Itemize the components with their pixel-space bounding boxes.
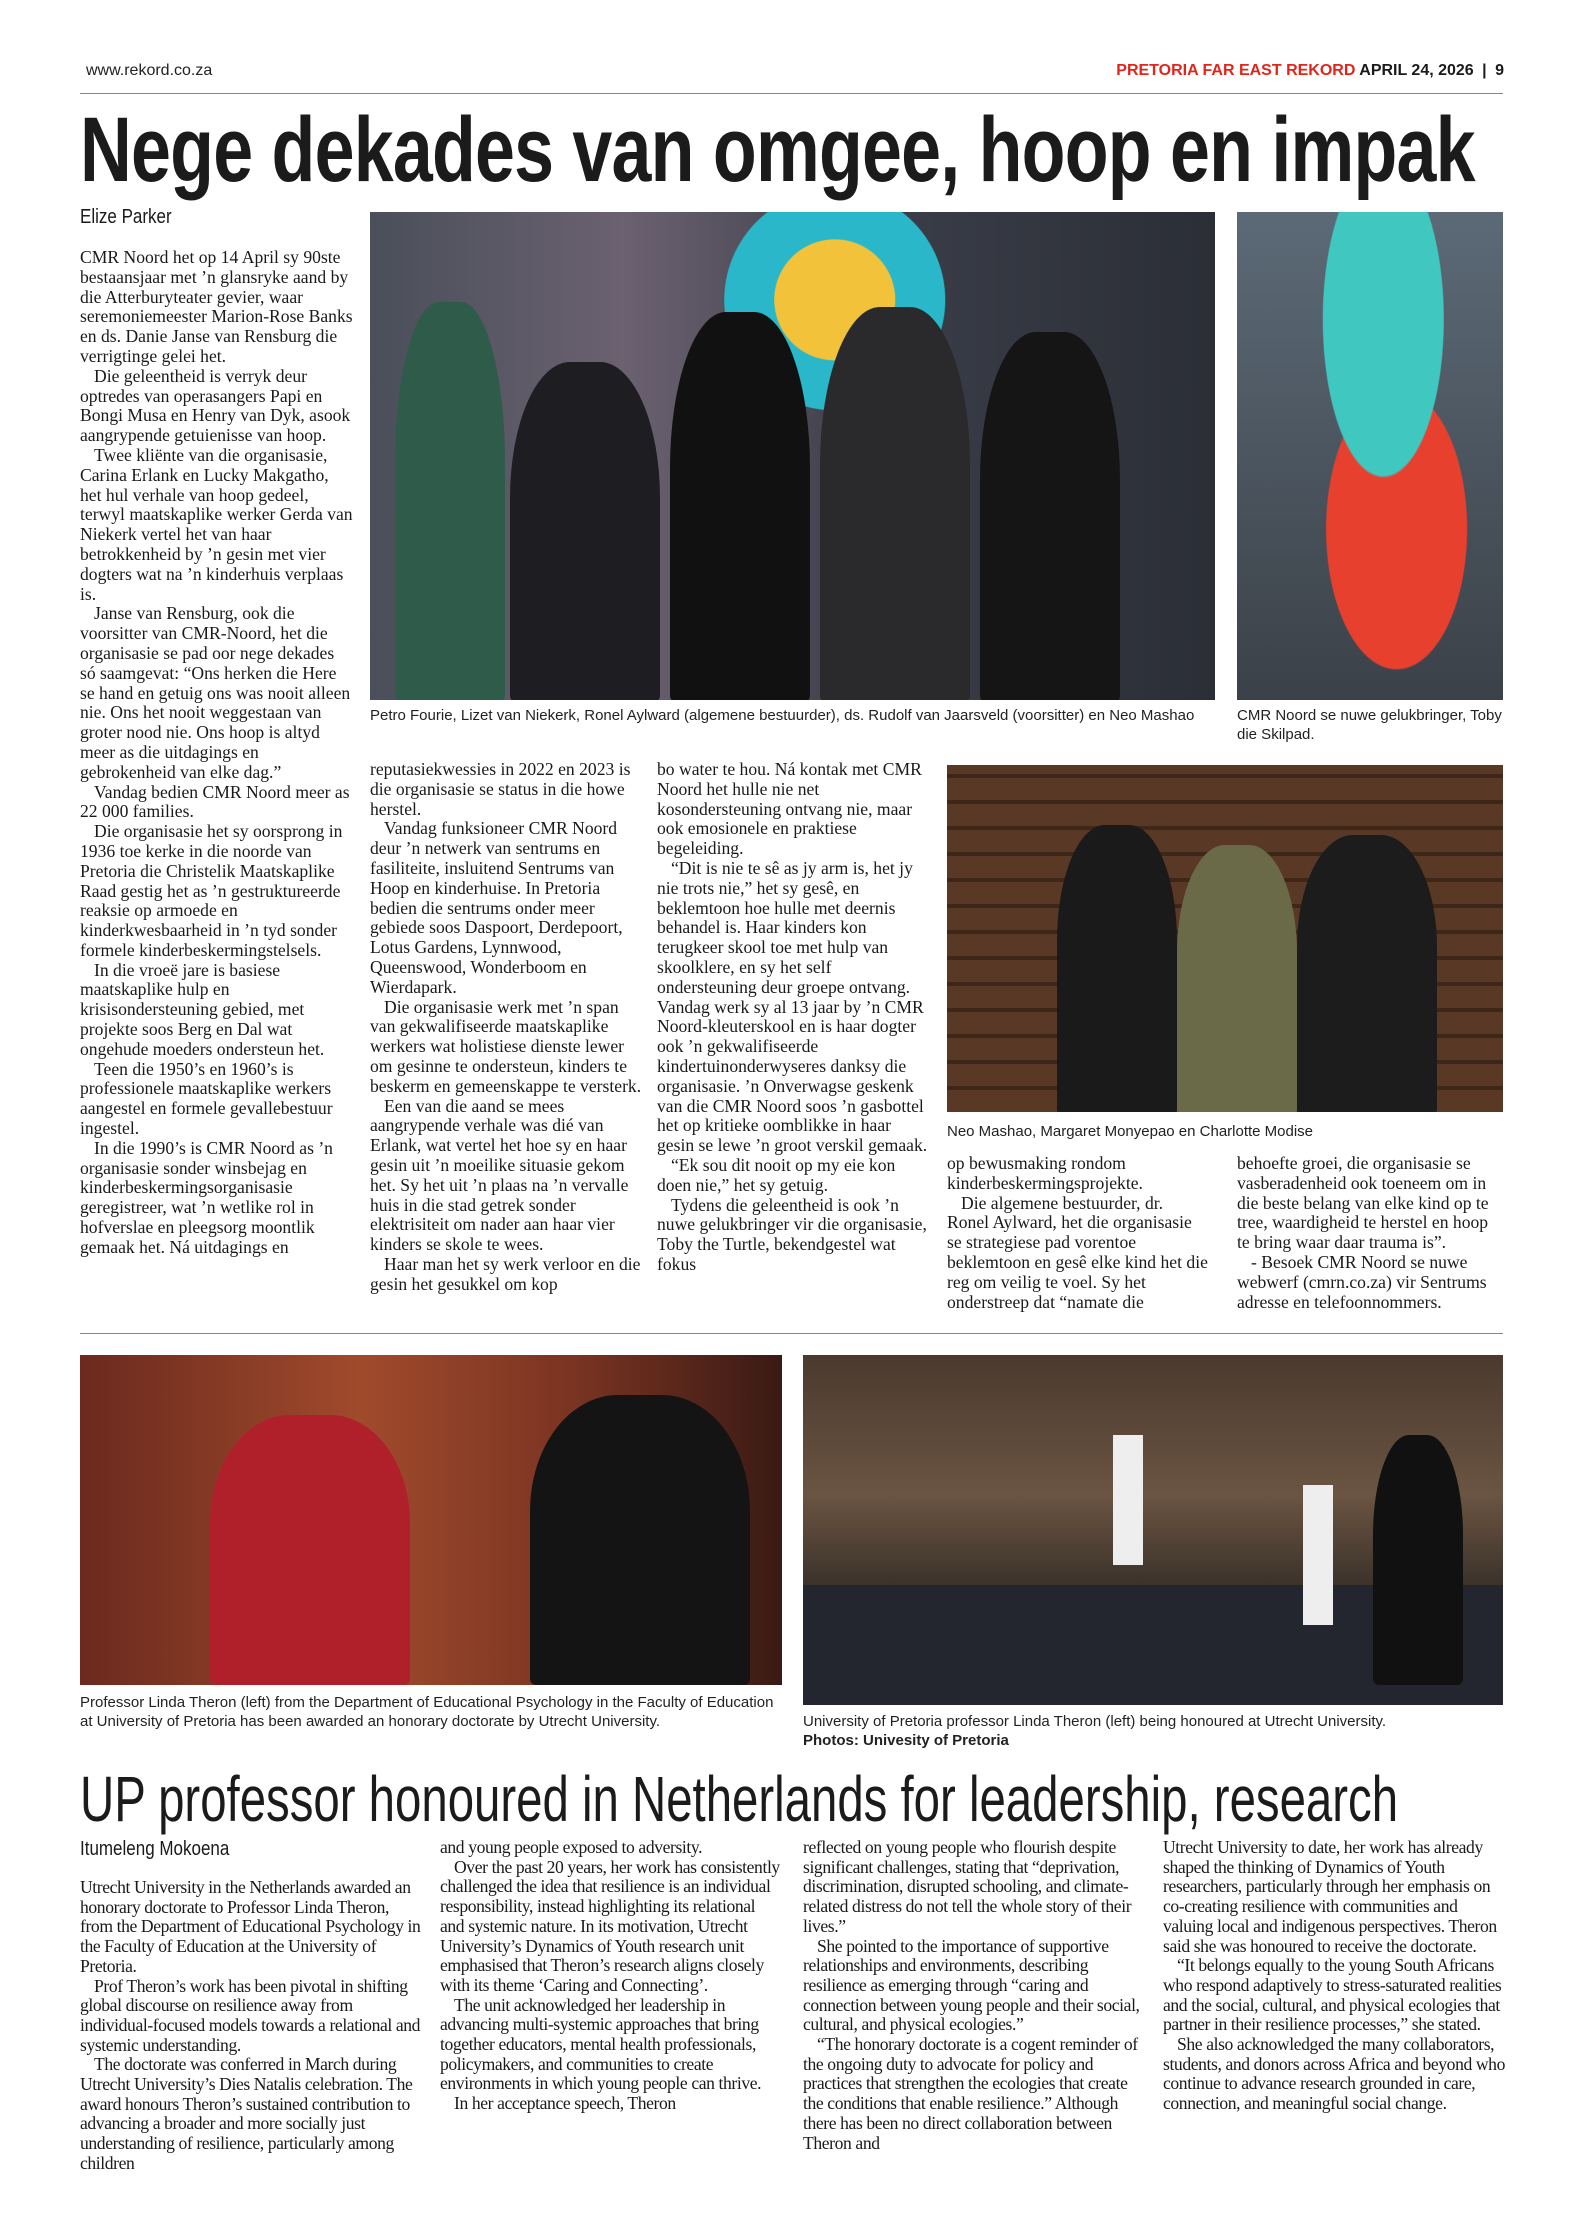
article2-column-2 xyxy=(440,1838,782,2114)
paragraph: Die algemene bestuurder, dr. Ronel Aylward, het die organisasie se strategiese pad vorentoe beklemtoon en gesê elke kind het die reg om veilig te voel. Sy het onderstreep dat “namate die xyxy=(947,1192,1208,1312)
handshake-photo-caption: Professor Linda Theron (left) from the Department of Educational Psychology in the Faculty of Education at University of Pretoria has been awarded an honorary doctorate by Utrecht University. xyxy=(80,1694,774,1730)
article1-column-3 xyxy=(657,760,929,1275)
ceremony-photo-caption xyxy=(803,1712,1503,1750)
ceremony-photo xyxy=(803,1355,1503,1705)
paragraph: The unit acknowledged her leadership in advancing multi-systemic approaches that bring together educators, mental health professionals, policymakers, and communities to create environments in which young people can thrive. xyxy=(440,1994,762,2094)
group-photo-caption: Petro Fourie, Lizet van Niekerk, Ronel Aylward (algemene bestuurder), ds. Rudolf van Jaarsveld (voorsitter) en Neo Mashao xyxy=(370,707,1195,724)
article1-column-1 xyxy=(80,248,354,1258)
article2-column-1 xyxy=(80,1878,422,2174)
paragraph: and young people exposed to adversity. xyxy=(440,1837,703,1857)
trio-photo-caption: Neo Mashao, Margaret Monyepao en Charlotte Modise xyxy=(947,1123,1314,1140)
paragraph: Twee kliënte van die organisasie, Carina Erlank en Lucky Makgatho, het hul verhale van hoop gedeel, terwyl maatskaplike werker Gerda van Niekerk vertel het van haar betrokkenheid by ’n gesin met vier dogters wat na ’n kinderhuis verplaas is. xyxy=(80,444,353,604)
paper-name: PRETORIA FAR EAST REKORD xyxy=(1116,62,1356,79)
paragraph: Utrecht University in the Netherlands awarded an honorary doctorate to Professor Linda Theron, from the Department of Educational Psychology in the Faculty of Education at the University of Pretoria. xyxy=(80,1877,421,1976)
paragraph: reputasiekwessies in 2022 en 2023 is die organisasie se status in die howe herstel. xyxy=(370,759,631,819)
trio-photo xyxy=(947,765,1503,1112)
paragraph: “The honorary doctorate is a cogent reminder of the ongoing duty to advocate for policy and practices that strengthen the ecologies that create the conditions that enable resilience.” Although there has been no direct collaboration between Theron and xyxy=(803,2034,1138,2153)
paragraph: Over the past 20 years, her work has consistently challenged the idea that resilience is an individual responsibility, instead highlighting its relational and systemic nature. In its motivation, Utrecht University’s Dynamics of Youth research unit emphasised that Theron’s research aligns closely with its theme ‘Caring and Connecting’. xyxy=(440,1856,780,1995)
section-rule xyxy=(80,1333,1503,1334)
separator: | xyxy=(1482,62,1487,79)
article1-column-5 xyxy=(1237,1154,1505,1312)
paragraph: In die vroeë jare is basiese maatskaplike hulp en krisisondersteuning gebied, met projekte soos Berg en Dal wat ongehude moeders ondersteun het. xyxy=(80,959,325,1059)
paragraph: “It belongs equally to the young South Africans who respond adaptively to stress-saturated realities and the social, cultural, and physical ecologies that partner in their resilience processes,” she stated. xyxy=(1163,1955,1502,2035)
paragraph: In die 1990’s is CMR Noord as ’n organisasie sonder winsbejag en kinderbeskermingsorganisasie geregistreer, wat ’n wetlike rol in hofverslae en pleegsorg moontlik gemaak het. Ná uitdagings en xyxy=(80,1137,333,1257)
article1-column-4 xyxy=(947,1154,1209,1312)
article1-headline: Nege dekades van omgee, hoop en impak xyxy=(80,99,1475,201)
paragraph: Een van die aand se mees aangrypende verhale was dié van Erlank, wat vertel het hoe sy en haar gesin uit ’n moeilike situasie gekom het. Sy het uit ’n plaas na ’n vervalle huis in die stad getrek sonder elektrisiteit om nader aan haar vier kinders se skole te wees. xyxy=(370,1095,629,1255)
paragraph: Tydens die geleentheid is ook ’n nuwe gelukbringer vir die organisasie, Toby the Turtle, bekendgestel wat fokus xyxy=(657,1194,927,1274)
group-photo xyxy=(370,212,1215,700)
article1-byline: Elize Parker xyxy=(80,206,172,228)
masthead xyxy=(1116,62,1504,80)
paragraph: Janse van Rensburg, ook die voorsitter van CMR-Noord, het die organisasie se pad oor nege dekades só saamgevat: “Ons herken die Here se hand en getuig ons was nooit alleen nie. Ons het nooit weggestaan van groter nood nie. Ons hoop is altyd meer as die uitdagings en gebrokenheid van elke dag.” xyxy=(80,603,351,782)
article2-column-4 xyxy=(1163,1838,1505,2114)
paragraph: bo water te hou. Ná kontak met CMR Noord het hulle nie net kosondersteuning ontvang nie, maar ook emosionele en praktiese begeleiding. xyxy=(657,759,922,859)
handshake-photo xyxy=(80,1355,782,1685)
site-url[interactable]: www.rekord.co.za xyxy=(86,62,213,79)
paragraph: Teen die 1950’s en 1960’s is professionele maatskaplike werkers aangestel en formele gevallebestuur ingestel. xyxy=(80,1058,333,1139)
paragraph: Vandag bedien CMR Noord meer as 22 000 families. xyxy=(80,781,350,822)
header-rule xyxy=(80,93,1503,94)
photo-credit: Photos: Univesity of Pretoria xyxy=(803,1732,1009,1749)
mascot-photo-caption: CMR Noord se nuwe gelukbringer, Toby die Skilpad. xyxy=(1237,707,1502,743)
paragraph: “Dit is nie te sê as jy arm is, het jy nie trots nie,” het sy gesê, en beklemtoon hoe hulle met deernis behandel is. Haar kinders kon terugkeer skool toe met hulp van skoolklere, en sy het self ondersteuning deur groepe ontvang. Vandag werk sy al 13 jaar by ’n CMR Noord-kleuterskool en is haar dogter ook ’n gekwalifiseerde kindertuinonderwyseres danksy die organisasie. ’n Onverwagse geskenk van die CMR Noord soos ’n gasbottel het op kritieke oomblikke in haar gesin se lewe ’n groot verskil gemaak. xyxy=(657,857,928,1156)
paragraph: Vandag funksioneer CMR Noord deur ’n netwerk van sentrums en fasiliteite, insluitend Sentrums van Hoop en kinderhuise. In Pretoria bedien die sentrums onder meer gebiede soos Daspoort, Derdepoort, Lotus Gardens, Lynnwood, Queenswood, Wonderboom en Wierdapark. xyxy=(370,818,623,997)
paragraph: Haar man het sy werk verloor en die gesin het gesukkel om kop xyxy=(370,1253,641,1294)
paragraph: She also acknowledged the many collaborators, students, and donors across Africa and beyond who continue to advance research grounded in care, connection, and meaningful social change. xyxy=(1163,2034,1505,2114)
paragraph: Die organisasie het sy oorsprong in 1936 toe kerke in die noorde van Pretoria die Christelik Maatskaplike Raad gestig het as ’n gestruktureerde reaksie op armoede en kinderkwesbaarheid in ’n tyd sonder formele kinderbeskermingstelsels. xyxy=(80,821,343,960)
paragraph: The doctorate was conferred in March during Utrecht University’s Dies Natalis celebration. The award honours Theron’s sustained contribution to advancing a broader and more socially just understanding of resilience, particularly among children xyxy=(80,2054,413,2173)
paragraph: She pointed to the importance of supportive relationships and environments, describing resilience as emerging through “caring and connection between young people and their social, cultural, and physical ecologies.” xyxy=(803,1935,1140,2035)
paragraph: Prof Theron’s work has been pivotal in shifting global discourse on resilience away from individual-focused models towards a relational and systemic understanding. xyxy=(80,1975,421,2055)
mascot-photo xyxy=(1237,212,1503,700)
article2-headline: UP professor honoured in Netherlands for leadership, research xyxy=(80,1763,1399,1835)
article1-column-2 xyxy=(370,760,642,1295)
article2-column-3 xyxy=(803,1838,1145,2153)
paragraph: reflected on young people who flourish despite significant challenges, stating that “deprivation, discrimination, disrupted schooling, and climate-related distress do not tell the whole story of their lives.” xyxy=(803,1837,1132,1936)
page-number: 9 xyxy=(1495,62,1504,79)
ceremony-caption-text: University of Pretoria professor Linda Theron (left) being honoured at Utrecht University. xyxy=(803,1713,1387,1730)
paragraph: op bewusmaking rondom kinderbeskermingsprojekte. xyxy=(947,1153,1143,1193)
paragraph: - Besoek CMR Noord se nuwe webwerf (cmrn.co.za) vir Sentrums adresse en telefoonnommers. xyxy=(1237,1251,1487,1312)
article2-byline: Itumeleng Mokoena xyxy=(80,1838,230,1860)
issue-date: APRIL 24, 2026 xyxy=(1359,62,1474,79)
paragraph: Die geleentheid is verryk deur optredes van operasangers Papi en Bongi Musa en Henry van Dyk, asook aangrypende getuienisse van hoop. xyxy=(80,365,351,446)
paragraph: Utrecht University to date, her work has already shaped the thinking of Dynamics of Youth researchers, particularly through her emphasis on co-creating resilience with communities and valuing local and indigenous perspectives. Theron said she was honoured to receive the doctorate. xyxy=(1163,1837,1497,1956)
paragraph: CMR Noord het op 14 April sy 90ste bestaansjaar met ’n glansryke aand by die Atterburyteater gevier, waar seremoniemeester Marion-Rose Banks en ds. Danie Janse van Rensburg die verrigtinge gelei het. xyxy=(80,247,353,366)
paragraph: Die organisasie werk met ’n span van gekwalifiseerde maatskaplike werkers wat holistiese dienste lewer om gesinne te ondersteun, kinders te beskerm en gemeenskappe te versterk. xyxy=(370,996,642,1096)
paragraph: “Ek sou dit nooit op my eie kon doen nie,” het sy getuig. xyxy=(657,1154,896,1195)
paragraph: behoefte groei, die organisasie se vasberadenheid ook toeneem om in die beste belang van elke kind op te tree, waardigheid te herstel en hoop te bring waar daar trauma is”. xyxy=(1237,1153,1489,1253)
paragraph: In her acceptance speech, Theron xyxy=(454,2093,676,2114)
